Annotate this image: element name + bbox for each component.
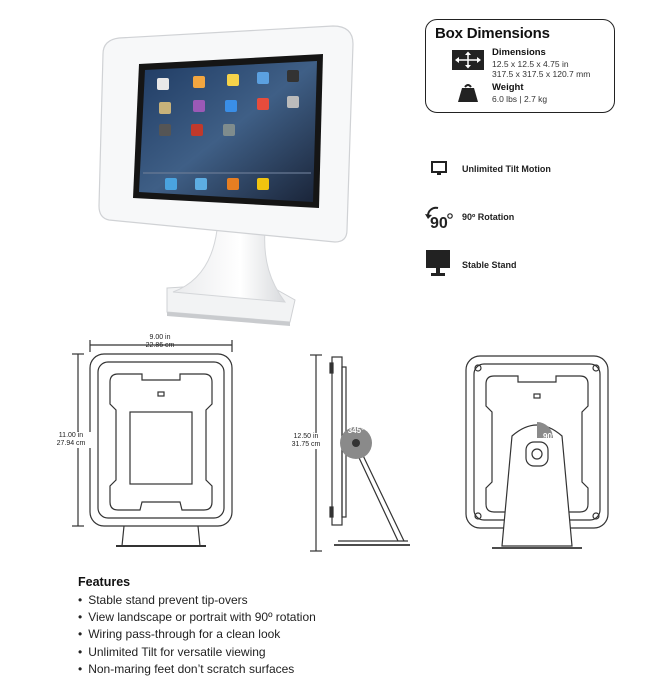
features-list xyxy=(78,592,316,678)
list-item: • Wiring pass-through for a clean look xyxy=(78,626,316,643)
tilt-angle-label: 345° xyxy=(347,426,365,435)
list-item: • Unlimited Tilt for versatile viewing xyxy=(78,644,316,661)
side-view-drawing xyxy=(300,345,420,560)
product-photo xyxy=(95,20,360,330)
dimensions-label: Dimensions xyxy=(492,47,546,58)
feature-stable-stand: Stable Stand xyxy=(462,260,517,270)
monitor-icon xyxy=(431,161,447,176)
dimensions-inches: 12.5 x 12.5 x 4.75 in xyxy=(492,59,569,69)
dimensions-arrows-icon xyxy=(452,50,484,70)
weight-icon xyxy=(457,83,479,103)
stand-icon xyxy=(426,250,450,278)
dimensions-millimeters: 317.5 x 317.5 x 120.7 mm xyxy=(492,69,591,79)
list-item: • Stable stand prevent tip-overs xyxy=(78,592,316,609)
rotation-90-icon xyxy=(424,204,456,230)
back-view-drawing xyxy=(460,350,615,555)
feature-90-rotation: 90º Rotation xyxy=(462,212,515,222)
weight-label: Weight xyxy=(492,82,524,93)
box-dimensions-title: Box Dimensions xyxy=(435,25,550,42)
front-height-label: 11.00 in 27.94 cm xyxy=(51,432,91,448)
list-item: • Non-maring feet don’t scratch surfaces xyxy=(78,661,316,678)
side-height-label: 12.50 in 31.75 cm xyxy=(287,433,325,449)
rotation-90-text: 90 xyxy=(430,215,448,230)
back-rotation-label: 90° xyxy=(543,432,556,441)
weight-value: 6.0 lbs | 2.7 kg xyxy=(492,94,548,104)
features-title: Features xyxy=(78,575,131,589)
front-width-label: 9.00 in 22.86 cm xyxy=(145,334,175,349)
feature-unlimited-tilt: Unlimited Tilt Motion xyxy=(462,164,551,174)
list-item: • View landscape or portrait with 90º rotation xyxy=(78,609,316,626)
